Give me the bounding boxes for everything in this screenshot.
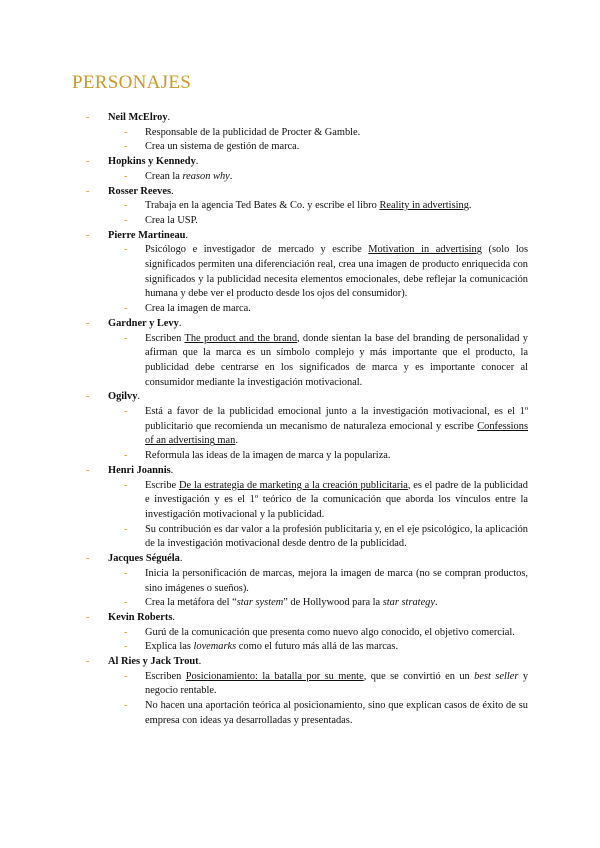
list-bullet: - xyxy=(86,464,90,476)
person-entry: - Pierre Martineau. xyxy=(86,229,528,244)
sub-bullet: - xyxy=(124,567,128,579)
detail-text: Reformula las ideas de la imagen de marca y la populariza. xyxy=(145,450,391,462)
person-detail-item xyxy=(86,523,528,552)
italic-term: best seller xyxy=(474,670,519,682)
person-entry: - Kevin Roberts. xyxy=(86,611,528,626)
detail-text: Crea la imagen de marca. xyxy=(145,303,251,315)
person-name: Hopkins y Kennedy xyxy=(108,156,196,168)
detail-text: Está a favor de la publicidad emocional junto a la investigación motivacional, es el 1º publicitario que recomienda un mecanismo de naturaleza emocional y escribe xyxy=(145,406,528,432)
detail-text: Crea un sistema de gestión de marca. xyxy=(145,141,300,153)
detail-text: . xyxy=(435,597,438,609)
sub-bullet: - xyxy=(124,406,128,418)
sub-bullet: - xyxy=(124,303,128,315)
person-detail-item xyxy=(86,126,528,141)
person-detail-item xyxy=(86,199,528,214)
sub-bullet: - xyxy=(124,200,128,212)
detail-text: Escriben xyxy=(145,332,185,344)
detail-text: Escriben xyxy=(145,670,186,682)
detail-text: Su contribución es dar valor a la profesión publicitaria y, en el eje psicológico, la aplicación de la investigación motivacional desde dentro de la publicidad. xyxy=(145,523,528,550)
sub-bullet: - xyxy=(124,479,128,491)
person-detail-item xyxy=(86,479,528,523)
person-entry: - Jacques Séguéla. xyxy=(86,552,528,567)
list-bullet: - xyxy=(86,611,90,623)
person-detail-item xyxy=(86,214,528,229)
page-title: PERSONAJES xyxy=(72,72,192,93)
detail-text: y negocio rentable. xyxy=(145,670,529,697)
italic-term: lovemarks xyxy=(193,641,237,653)
list-bullet: - xyxy=(86,185,90,197)
detail-text: Crea la metáfora del “ xyxy=(145,597,237,609)
sub-bullet: - xyxy=(124,214,128,226)
book-title: Confessions of an advertising man xyxy=(145,420,528,447)
sub-bullet: - xyxy=(124,626,128,638)
person-detail-item xyxy=(86,140,528,155)
list-bullet: - xyxy=(86,553,90,565)
italic-term: reason why xyxy=(182,170,230,182)
person-name: Al Ries y Jack Trout xyxy=(108,656,199,668)
person-name: Neil McElroy xyxy=(108,112,168,123)
person-name: Pierre Martineau xyxy=(108,229,186,241)
person-detail-item xyxy=(86,243,528,302)
person-detail-item xyxy=(86,405,528,449)
list-bullet: - xyxy=(86,112,90,123)
sub-bullet: - xyxy=(124,641,128,653)
list-bullet: - xyxy=(86,229,90,241)
person-detail-item xyxy=(86,670,528,699)
sub-bullet: - xyxy=(124,523,128,535)
person-entry: - Neil McElroy. xyxy=(86,111,528,126)
person-entry: - Gardner y Levy. xyxy=(86,317,528,332)
italic-term: star strategy xyxy=(382,597,435,609)
person-detail-item xyxy=(86,567,528,596)
detail-text: , donde sientan la base del branding de personalidad y afirman que la marca es un símbolo complejo y más importante que el producto, la publicidad debe centrarse en los significados de marca y es importante conocer al consumidor mediante la investigación motivacional. xyxy=(145,332,528,388)
detail-text: . xyxy=(229,170,233,182)
detail-text: Crean la xyxy=(145,170,183,182)
sub-bullet: - xyxy=(124,170,128,182)
detail-text: Psicólogo e investigador de mercado y escribe xyxy=(145,244,369,256)
detail-text: No hacen una aportación teórica al posicionamiento, sino que explican casos de éxito de su empresa con ideas ya desarrolladas y presentadas. xyxy=(145,700,528,726)
sub-bullet: - xyxy=(124,141,128,153)
list-bullet: - xyxy=(86,156,90,168)
person-entry: - Al Ries y Jack Trout. xyxy=(86,655,528,670)
detail-text: Explica las xyxy=(145,641,194,653)
book-title: Reality in advertising xyxy=(379,200,469,212)
book-title: The product and the brand xyxy=(184,332,298,344)
sub-bullet: - xyxy=(124,670,128,682)
detail-text: Trabaja en la agencia Ted Bates & Co. y escribe el libro xyxy=(145,200,380,212)
detail-text: (solo los significados permiten una diferenciación real, crea una imagen de producto enriquecida con significados y la publicidad necesita elementos emocionales, debe reflejar la comunicación humana y debe ver el producto desde los ojos del consumidor). xyxy=(145,244,528,300)
person-detail-item xyxy=(86,170,528,185)
person-detail-item xyxy=(86,596,528,611)
list-bullet: - xyxy=(86,656,90,668)
person-detail-item xyxy=(86,332,528,391)
detail-text: Escribe xyxy=(145,479,180,491)
detail-text: , es el padre de la publicidad e investigación y es el 1º teórico de la comunicación que aborda los vínculos entre la investigación motivacional y la publicidad. xyxy=(145,479,528,520)
book-title: Motivation in advertising xyxy=(368,244,482,256)
person-entry: - Hopkins y Kennedy. xyxy=(86,155,528,170)
person-name: Gardner y Levy xyxy=(108,317,179,329)
book-title: Posicionamiento: la batalla por su mente xyxy=(185,670,364,682)
person-name: Ogilvy xyxy=(108,391,138,403)
detail-text: como el futuro más allá de las marcas. xyxy=(236,641,399,653)
detail-text: ” de Hollywood para la xyxy=(283,597,383,609)
person-detail-item xyxy=(86,302,528,317)
italic-term: star system xyxy=(236,597,284,609)
person-entry: - Henri Joannis. xyxy=(86,464,528,479)
book-title: De la estrategia de marketing a la creación publicitaria xyxy=(179,479,408,491)
list-bullet: - xyxy=(86,391,90,403)
person-name: Rosser Reeves xyxy=(108,185,171,197)
person-detail-item xyxy=(86,699,528,728)
sub-bullet: - xyxy=(124,244,128,256)
sub-bullet: - xyxy=(124,450,128,462)
sub-bullet: - xyxy=(124,597,128,609)
sub-bullet: - xyxy=(124,126,128,138)
person-name: Henri Joannis xyxy=(108,464,171,476)
detail-text: Crea la USP. xyxy=(145,214,198,226)
people-list xyxy=(86,111,528,729)
person-detail-item xyxy=(86,626,528,641)
person-detail-item xyxy=(86,449,528,464)
list-bullet: - xyxy=(86,317,90,329)
person-entry: - Ogilvy. xyxy=(86,390,528,405)
person-detail-item xyxy=(86,640,528,655)
person-name: Jacques Séguéla xyxy=(108,553,180,565)
detail-text: , que se convirtió en un xyxy=(363,670,475,682)
detail-text: . xyxy=(235,435,238,447)
person-entry: - Rosser Reeves. xyxy=(86,185,528,200)
sub-bullet: - xyxy=(124,700,128,712)
detail-text: Gurú de la comunicación que presenta como nuevo algo conocido, el objetivo comercial. xyxy=(145,626,515,638)
detail-text: Responsable de la publicidad de Procter & Gamble. xyxy=(145,126,361,138)
detail-text: . xyxy=(468,200,472,212)
sub-bullet: - xyxy=(124,332,128,344)
detail-text: Inicia la personificación de marcas, mejora la imagen de marca (no se compran productos, sino imágenes o sueños). xyxy=(145,567,528,594)
person-name: Kevin Roberts xyxy=(108,611,173,623)
